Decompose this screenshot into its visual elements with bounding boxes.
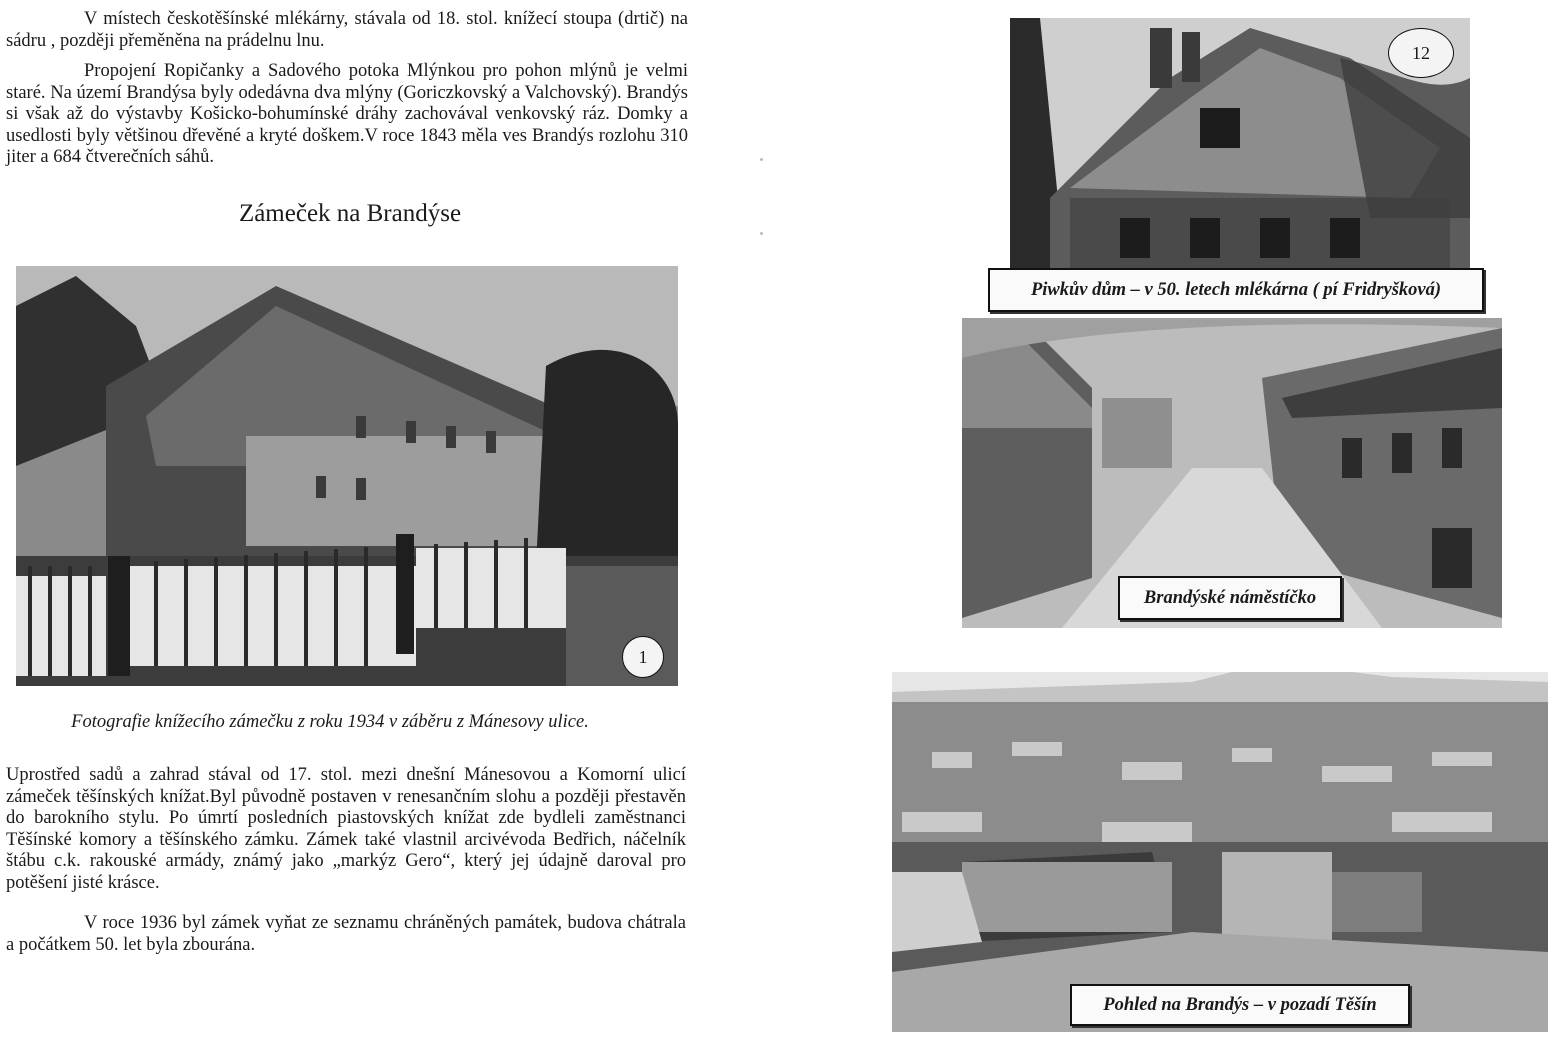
scan-speck <box>760 232 763 235</box>
section-heading: Zámeček na Brandýse <box>238 200 462 227</box>
piwek-house-caption: Piwkův dům – v 50. letech mlékárna ( pí Fridryšková) <box>988 268 1484 312</box>
intro-paragraph-2: Propojení Ropičanky a Sadového potoka Mlýnkou pro pohon mlýnů je velmi staré. Na území Brandýsa byly odedávna dva mlýny (Goriczkovský a Valchovský). Brandýs si však až do výstavby Košicko-bohumínské dráhy zachovával venkovský ráz. Domky a usedlosti byly většinou dřevěné a kryté doškem.V roce 1843 měla ves Brandýs rozlohu 310 jiter a 684 čtverečních sáhů. <box>6 61 688 168</box>
page-number: 12 <box>1388 28 1454 78</box>
body-paragraph-1: Uprostřed sadů a zahrad stával od 17. stol. mezi dnešní Mánesovou a Komorní ulicí zámeček těšínských knížat.Byl původně postaven v renesančním slohu a později přestavěn do barokního stylu. Po úmrtí posledních piastovských knížat zde bydleli zaměstnanci Těšínské komory a těšínského zámku. Zámek také vlastnil arcivévoda Bedřich, náčelník štábu c.k. rakouské armády, známý jako „markýz Gero“, který jej údajně daroval pro potěšení jisté krásce. <box>6 765 686 893</box>
scan-speck <box>760 158 763 161</box>
body-paragraph-2: V roce 1936 byl zámek vyňat ze seznamu chráněných památek, budova chátrala a počátkem 50. let byla zbourána. <box>6 913 686 955</box>
intro-paragraph-1: V místech českotěšínské mlékárny, stávala od 18. stol. knížecí stoupa (drtič) na sádru , později přeměněna na prádelnu lnu. <box>6 9 688 51</box>
chateau-photo-caption: Fotografie knížecího zámečku z roku 1934 v záběru z Mánesovy ulice. <box>71 712 589 732</box>
chateau-photo <box>16 266 678 686</box>
panorama-photo <box>892 672 1548 1032</box>
photo-number-badge: 1 <box>622 636 664 678</box>
square-caption: Brandýské náměstíčko <box>1118 576 1342 620</box>
panorama-caption: Pohled na Brandýs – v pozadí Těšín <box>1070 984 1410 1026</box>
